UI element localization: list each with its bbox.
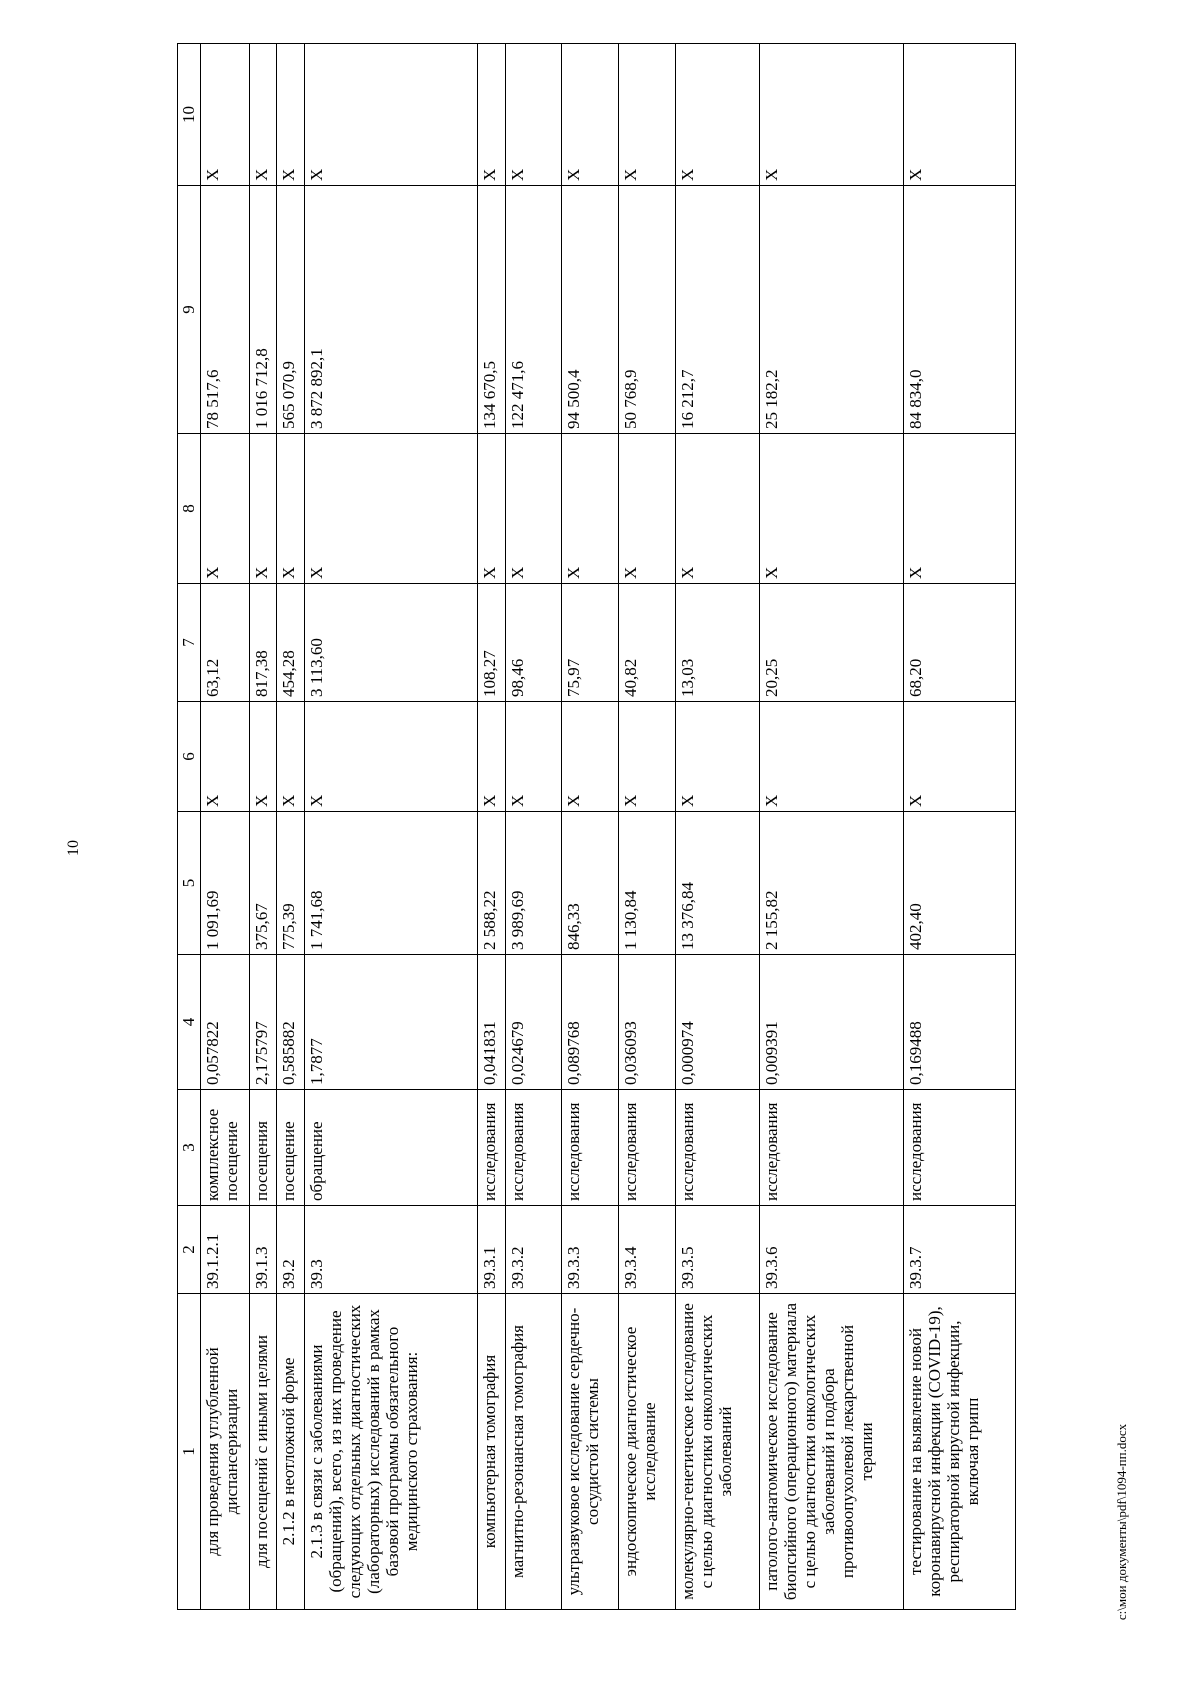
table-cell-col7: 3 113,60 [305, 584, 478, 702]
table-row [305, 44, 478, 1610]
table-cell-col5: 13 376,84 [676, 812, 760, 955]
table-cell-col7: 68,20 [904, 584, 1016, 702]
table-cell-col7: 108,27 [478, 584, 506, 702]
table-row [619, 44, 676, 1610]
table-cell-col6: X [478, 702, 506, 812]
table-cell-col6: X [277, 702, 305, 812]
table-cell-col3: исследования [760, 1090, 904, 1206]
table-row [760, 44, 904, 1610]
col-header: 2 [178, 1206, 201, 1294]
table-cell-col4: 0,057822 [201, 955, 250, 1090]
table-cell-col7: 13,03 [676, 584, 760, 702]
table-cell-col10: X [760, 44, 904, 186]
table-cell-col3: исследования [619, 1090, 676, 1206]
table-cell-col2: 39.3.4 [619, 1206, 676, 1294]
table-cell-col3: обращение [305, 1090, 478, 1206]
table-cell-col2: 39.3.5 [676, 1206, 760, 1294]
table-cell-col3: посещение [277, 1090, 305, 1206]
table-row [506, 44, 562, 1610]
table-cell-col4: 0,009391 [760, 955, 904, 1090]
table-cell-col1: ультразвуковое исследование сердечно-сосудистой системы [562, 1294, 619, 1610]
table-row [562, 44, 619, 1610]
table-cell-col9: 50 768,9 [619, 186, 676, 434]
table-cell-col1: эндоскопическое диагностическое исследование [619, 1294, 676, 1610]
table-cell-col3: исследования [562, 1090, 619, 1206]
table-cell-col8: X [676, 434, 760, 584]
table-cell-col3: исследования [478, 1090, 506, 1206]
table-cell-col10: X [562, 44, 619, 186]
table-cell-col7: 20,25 [760, 584, 904, 702]
table-row [904, 44, 1016, 1610]
table-header-row [178, 44, 201, 1610]
table-cell-col8: X [506, 434, 562, 584]
table-cell-col6: X [305, 702, 478, 812]
table-cell-col10: X [305, 44, 478, 186]
table-cell-col8: X [478, 434, 506, 584]
col-header: 4 [178, 955, 201, 1090]
table-cell-col1: магнитно-резонансная томография [506, 1294, 562, 1610]
col-header: 10 [178, 44, 201, 186]
table-cell-col1: 2.1.2 в неотложной форме [277, 1294, 305, 1610]
table-row [478, 44, 506, 1610]
table-cell-col2: 39.3.6 [760, 1206, 904, 1294]
table-cell-col4: 0,169488 [904, 955, 1016, 1090]
table-row [250, 44, 277, 1610]
table-cell-col3: комплексное посещение [201, 1090, 250, 1206]
table-cell-col4: 0,000974 [676, 955, 760, 1090]
table-cell-col4: 0,041831 [478, 955, 506, 1090]
table-cell-col7: 63,12 [201, 584, 250, 702]
table-cell-col4: 0,024679 [506, 955, 562, 1090]
table-cell-col5: 1 091,69 [201, 812, 250, 955]
table-cell-col1: тестирование на выявление новой коронавирусной инфекции (COVID-19), респираторной вирусной инфекции, включая грипп [904, 1294, 1016, 1610]
table-cell-col9: 16 212,7 [676, 186, 760, 434]
rotated-table-container [177, 44, 1087, 1610]
table-cell-col2: 39.3.1 [478, 1206, 506, 1294]
table-cell-col1: компьютерная томография [478, 1294, 506, 1610]
footer-file-path: c:\мои документы\pdf\1094-пп.docx [1114, 1423, 1129, 1621]
table-cell-col6: X [250, 702, 277, 812]
col-header: 8 [178, 434, 201, 584]
table-cell-col1: молекулярно-генетическое исследование с целью диагностики онкологических заболеваний [676, 1294, 760, 1610]
table-cell-col9: 565 070,9 [277, 186, 305, 434]
table-cell-col1: для посещений с иными целями [250, 1294, 277, 1610]
page-number: 10 [65, 840, 82, 856]
table-cell-col1: патолого-анатомическое исследование биопсийного (операционного) материала с целью диагностики онкологических заболеваний и подбора противоопухолевой лекарственной терапии [760, 1294, 904, 1610]
table-cell-col10: X [619, 44, 676, 186]
col-header: 3 [178, 1090, 201, 1206]
table-cell-col2: 39.1.3 [250, 1206, 277, 1294]
table-cell-col10: X [676, 44, 760, 186]
table-cell-col2: 39.3 [305, 1206, 478, 1294]
table-cell-col5: 2 155,82 [760, 812, 904, 955]
table-row [201, 44, 250, 1610]
table-cell-col5: 1 741,68 [305, 812, 478, 955]
table-cell-col9: 122 471,6 [506, 186, 562, 434]
table-cell-col2: 39.1.2.1 [201, 1206, 250, 1294]
table-cell-col10: X [277, 44, 305, 186]
table-cell-col2: 39.3.3 [562, 1206, 619, 1294]
table-cell-col4: 0,036093 [619, 955, 676, 1090]
table-cell-col5: 375,67 [250, 812, 277, 955]
table-cell-col3: исследования [676, 1090, 760, 1206]
table-cell-col2: 39.3.2 [506, 1206, 562, 1294]
table-cell-col3: исследования [506, 1090, 562, 1206]
table-cell-col8: X [305, 434, 478, 584]
table-cell-col8: X [250, 434, 277, 584]
table-cell-col6: X [904, 702, 1016, 812]
table-cell-col8: X [201, 434, 250, 584]
table-row [277, 44, 305, 1610]
table-cell-col6: X [760, 702, 904, 812]
table-cell-col7: 40,82 [619, 584, 676, 702]
table-cell-col10: X [478, 44, 506, 186]
col-header: 5 [178, 812, 201, 955]
table-cell-col7: 454,28 [277, 584, 305, 702]
table-cell-col1: для проведения углубленной диспансеризации [201, 1294, 250, 1610]
table-row [676, 44, 760, 1610]
col-header: 9 [178, 186, 201, 434]
table-cell-col10: X [904, 44, 1016, 186]
table-cell-col10: X [201, 44, 250, 186]
table-cell-col7: 75,97 [562, 584, 619, 702]
table-cell-col8: X [760, 434, 904, 584]
col-header: 1 [178, 1294, 201, 1610]
data-table [177, 43, 1016, 1610]
table-cell-col7: 98,46 [506, 584, 562, 702]
table-cell-col8: X [277, 434, 305, 584]
table-cell-col8: X [562, 434, 619, 584]
table-cell-col3: посещения [250, 1090, 277, 1206]
table-cell-col6: X [506, 702, 562, 812]
table-cell-col9: 78 517,6 [201, 186, 250, 434]
table-cell-col3: исследования [904, 1090, 1016, 1206]
table-cell-col8: X [904, 434, 1016, 584]
table-cell-col1: 2.1.3 в связи с заболеваниями (обращений), всего, из них проведение следующих отдельных диагностических (лабораторных) исследований в рамках базовой программы обязательного медицинского страхования: [305, 1294, 478, 1610]
table-cell-col5: 2 588,22 [478, 812, 506, 955]
table-cell-col6: X [562, 702, 619, 812]
table-cell-col6: X [201, 702, 250, 812]
table-cell-col5: 3 989,69 [506, 812, 562, 955]
table-cell-col5: 846,33 [562, 812, 619, 955]
table-cell-col10: X [506, 44, 562, 186]
table-cell-col4: 0,089768 [562, 955, 619, 1090]
table-cell-col5: 1 130,84 [619, 812, 676, 955]
table-cell-col2: 39.3.7 [904, 1206, 1016, 1294]
table-cell-col9: 134 670,5 [478, 186, 506, 434]
table-cell-col10: X [250, 44, 277, 186]
table-cell-col6: X [676, 702, 760, 812]
col-header: 6 [178, 702, 201, 812]
table-cell-col8: X [619, 434, 676, 584]
table-cell-col6: X [619, 702, 676, 812]
table-cell-col4: 2,175797 [250, 955, 277, 1090]
table-cell-col7: 817,38 [250, 584, 277, 702]
table-cell-col5: 775,39 [277, 812, 305, 955]
table-cell-col9: 84 834,0 [904, 186, 1016, 434]
table-cell-col4: 0,585882 [277, 955, 305, 1090]
table-cell-col5: 402,40 [904, 812, 1016, 955]
table-cell-col9: 1 016 712,8 [250, 186, 277, 434]
table-cell-col4: 1,7877 [305, 955, 478, 1090]
table-cell-col2: 39.2 [277, 1206, 305, 1294]
table-cell-col9: 94 500,4 [562, 186, 619, 434]
col-header: 7 [178, 584, 201, 702]
table-cell-col9: 25 182,2 [760, 186, 904, 434]
table-cell-col9: 3 872 892,1 [305, 186, 478, 434]
